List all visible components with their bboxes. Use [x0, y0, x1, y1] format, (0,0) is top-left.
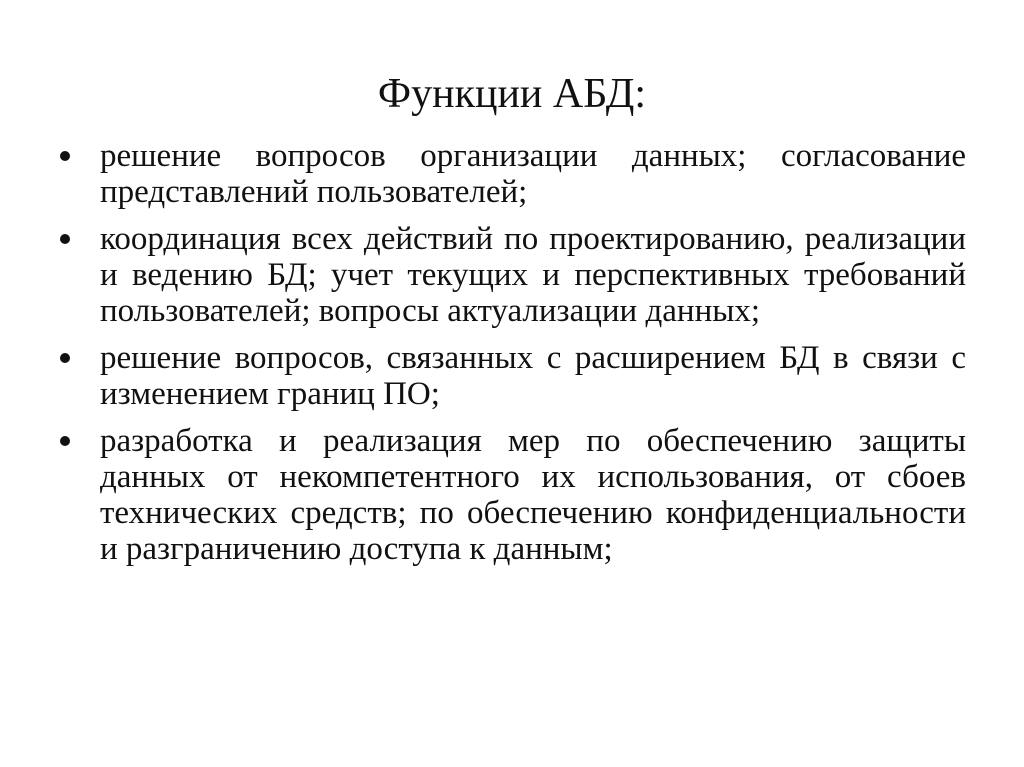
bullet-dot-icon: [60, 436, 70, 446]
bullet-text: решение вопросов, связанных с расширением БД в связи с изменением границ ПО;: [100, 340, 966, 412]
slide-title: Функции АБД:: [377, 71, 647, 117]
bullet-item: [54, 340, 966, 412]
bullet-item: [54, 423, 966, 567]
bullet-text: разработка и реализация мер по обеспечению защиты данных от некомпетентного их использования, от сбоев технических средств; по обеспечению конфиденциальности и разграничению доступа к данным;: [100, 423, 966, 567]
bullet-list: [54, 138, 966, 578]
bullet-item: [54, 138, 966, 210]
bullet-dot-icon: [60, 234, 70, 244]
bullet-text: координация всех действий по проектированию, реализации и ведению БД; учет текущих и перспективных требований пользователей; вопросы актуализации данных;: [100, 221, 966, 329]
bullet-text: решение вопросов организации данных; согласование представлений пользователей;: [100, 138, 966, 210]
bullet-dot-icon: [60, 353, 70, 363]
bullet-item: [54, 221, 966, 329]
bullet-dot-icon: [60, 151, 70, 161]
